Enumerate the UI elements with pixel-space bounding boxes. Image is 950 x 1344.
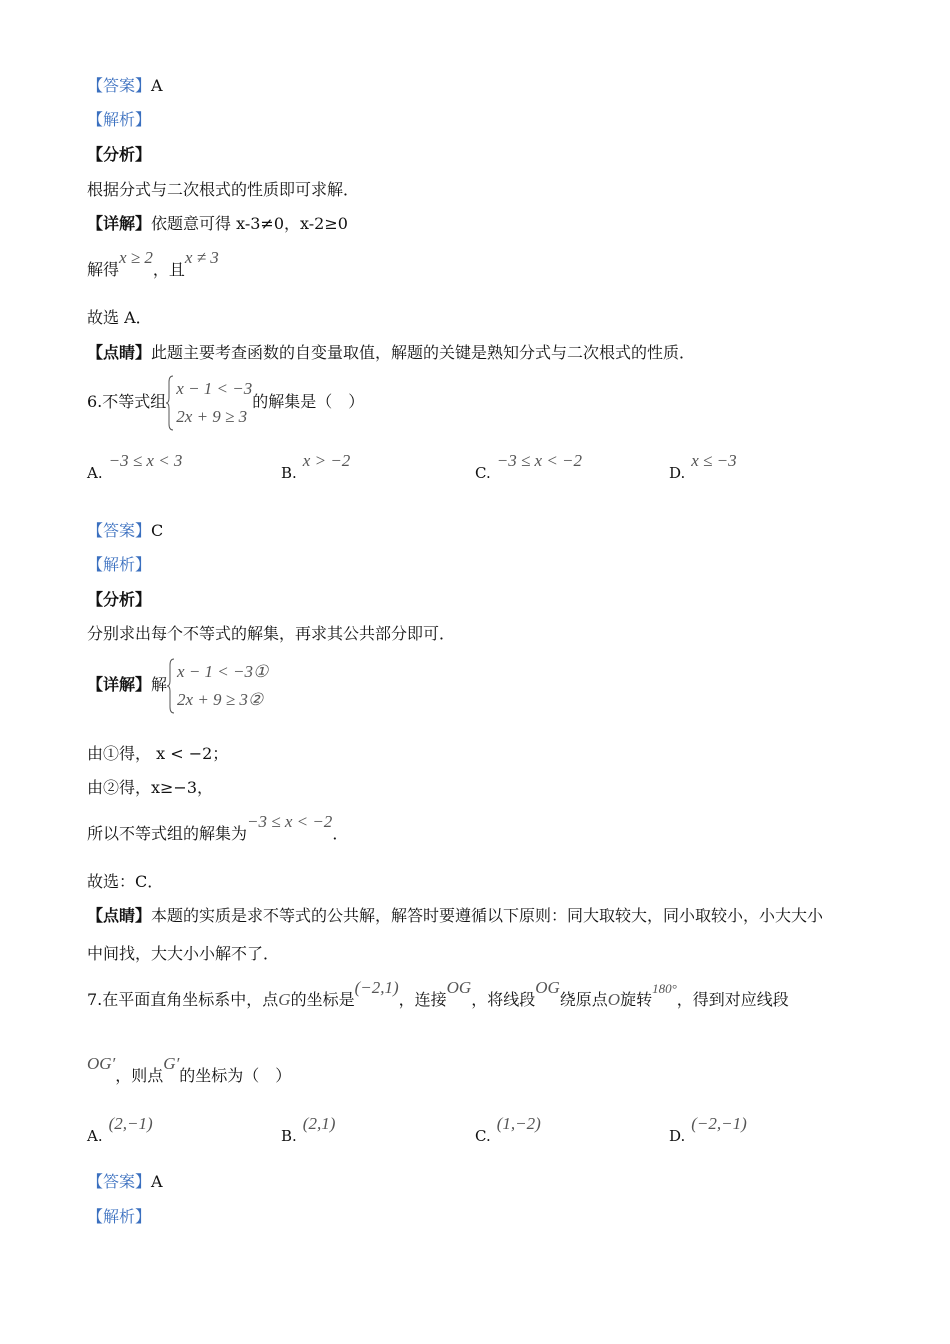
brace-icon	[167, 658, 175, 714]
detail-prefix: 解	[151, 675, 168, 694]
q7-text: ，连接	[398, 990, 447, 1009]
q6-step-2: 由②得，x≥−3，	[87, 778, 214, 797]
q6-option-a[interactable]	[87, 451, 183, 483]
q6-option-b[interactable]	[281, 451, 351, 483]
answer-value: A	[151, 76, 163, 95]
option-expr: (−2,−1)	[691, 1114, 747, 1133]
q6-prefix: 6.不等式组	[87, 392, 167, 411]
q7-text: ，得到对应线段	[676, 990, 789, 1009]
q6-suffix: 的解集是（ ）	[252, 392, 365, 411]
q6-detail-line	[87, 655, 268, 715]
segment-og: OG	[446, 978, 472, 997]
system-row-2: 2x + 9 ≥ 3②	[177, 689, 264, 709]
comment-tag: 【点睛】	[87, 343, 152, 362]
option-expr: −3 ≤ x < −2	[496, 451, 583, 470]
brace-icon	[166, 375, 174, 431]
solve-expr-2: x ≠ 3	[184, 248, 219, 267]
detail-text: 依题意可得 x-3≠0，x-2≥0	[151, 214, 348, 233]
coord-g: (−2,1)	[354, 978, 399, 997]
option-label: D.	[669, 464, 686, 482]
q5-fenxi-tag: 【分析】	[87, 145, 152, 164]
answer-tag: 【答案】	[87, 76, 152, 95]
q7-option-b[interactable]	[281, 1114, 336, 1146]
system-row-1: x − 1 < −3①	[177, 661, 269, 681]
q6-step-3	[87, 812, 349, 844]
option-expr: −3 ≤ x < 3	[108, 451, 183, 470]
q5-comment-line	[87, 343, 695, 363]
option-label: C.	[475, 1127, 491, 1145]
option-expr: (2,−1)	[108, 1114, 153, 1133]
option-label: A.	[87, 464, 103, 482]
q7-text: ，将线段	[471, 990, 536, 1009]
q6-analysis-tag: 【解析】	[87, 555, 152, 574]
answer-value: C	[151, 521, 164, 540]
q6-answer-line	[87, 521, 163, 541]
answer-tag: 【答案】	[87, 521, 152, 540]
system-row-1: x − 1 < −3	[176, 378, 253, 398]
answer-tag: 【答案】	[87, 1172, 152, 1191]
q6-step-1: 由①得， x < −2；	[87, 744, 229, 763]
option-expr: x > −2	[302, 451, 351, 470]
comment-tag: 【点睛】	[87, 906, 152, 925]
option-label: B.	[281, 464, 297, 482]
point-g-prime: G′	[163, 1054, 180, 1073]
q7-stem-line-2	[87, 1054, 292, 1086]
solve-mid: ，且	[152, 260, 185, 279]
point-g: G	[278, 990, 291, 1009]
option-expr: (1,−2)	[496, 1114, 541, 1133]
q7-analysis-tag: 【解析】	[87, 1207, 152, 1226]
solve-expr-1: x ≥ 2	[119, 248, 153, 267]
solve-prefix: 解得	[87, 260, 120, 279]
step3-prefix: 所以不等式组的解集为	[87, 824, 248, 843]
q6-stem	[87, 372, 364, 432]
q7-option-d[interactable]	[669, 1114, 747, 1146]
q6-option-c[interactable]	[475, 451, 583, 483]
q7-text: 绕原点	[559, 990, 608, 1009]
inequality-system-numbered	[167, 658, 268, 714]
q7-text: 旋转	[620, 990, 653, 1009]
q7-text: ，则点	[115, 1066, 164, 1085]
step3-expr: −3 ≤ x < −2	[247, 812, 333, 831]
q6-comment-line-2: 中间找，大大小小解不了．	[87, 944, 280, 963]
q5-detail-line	[87, 214, 348, 234]
q7-option-a[interactable]	[87, 1114, 153, 1146]
q5-answer-line	[87, 76, 163, 96]
q5-solve-line	[87, 248, 219, 280]
q7-text: 7.在平面直角坐标系中，点	[87, 990, 279, 1009]
option-label: B.	[281, 1127, 297, 1145]
q6-option-d[interactable]	[669, 451, 737, 483]
option-expr: x ≤ −3	[691, 451, 737, 470]
q7-stem-line-1	[87, 978, 789, 1011]
option-label: A.	[87, 1127, 103, 1145]
answer-value: A	[151, 1172, 163, 1191]
step3-suffix: ．	[332, 824, 349, 843]
q7-text: 的坐标是	[290, 990, 355, 1009]
detail-tag: 【详解】	[87, 675, 152, 694]
inequality-system	[166, 375, 252, 431]
q6-choose: 故选：C．	[87, 872, 164, 891]
comment-text: 本题的实质是求不等式的公共解，解答时要遵循以下原则：同大取较大，同小取较小，小大大小	[151, 906, 824, 925]
q5-fenxi-text: 根据分式与二次根式的性质即可求解．	[87, 180, 360, 199]
angle-180: 180°	[652, 981, 677, 996]
q6-fenxi-tag: 【分析】	[87, 590, 152, 609]
option-label: C.	[475, 464, 491, 482]
segment-og: OG	[535, 978, 560, 997]
q7-option-c[interactable]	[475, 1114, 541, 1146]
comment-text: 此题主要考查函数的自变量取值，解题的关键是熟知分式与二次根式的性质．	[151, 343, 696, 362]
q7-answer-line	[87, 1172, 163, 1192]
q6-comment-line-1	[87, 906, 823, 926]
q7-text: 的坐标为（ ）	[179, 1066, 292, 1085]
q6-fenxi-text: 分别求出每个不等式的解集，再求其公共部分即可．	[87, 624, 456, 643]
q5-analysis-tag: 【解析】	[87, 110, 152, 129]
origin-o: O	[607, 990, 621, 1009]
segment-og-prime: OG′	[87, 1054, 116, 1073]
option-label: D.	[669, 1127, 686, 1145]
system-row-2: 2x + 9 ≥ 3	[176, 406, 248, 426]
q5-choose: 故选 A．	[87, 308, 152, 327]
detail-tag: 【详解】	[87, 214, 152, 233]
option-expr: (2,1)	[302, 1114, 336, 1133]
